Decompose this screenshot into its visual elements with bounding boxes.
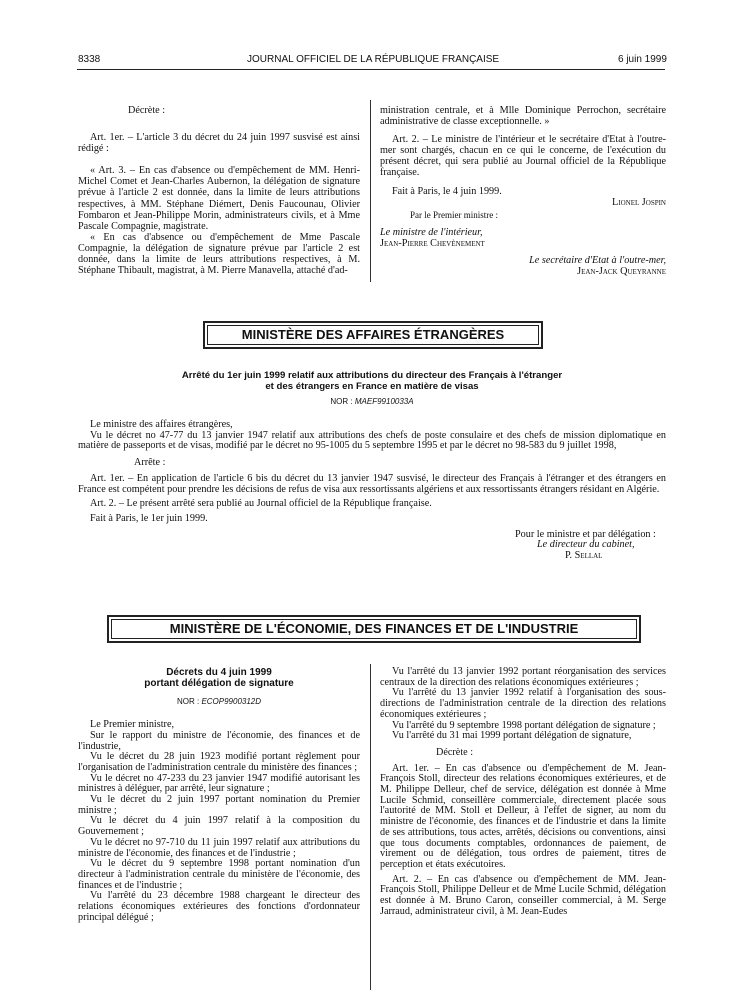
- visa-4: Vu le décret du 4 juin 1997 relatif à la composition du Gouvernement ;: [78, 815, 360, 838]
- visa-8: Vu l'arrêté du 13 janvier 1992 portant réorganisation des services centraux de la direction des relations économiques extérieures ;: [380, 666, 666, 688]
- arrete-title: [78, 371, 666, 392]
- top-left-column: [78, 105, 360, 276]
- arrete-title-line-2: et des étrangers en France en matière de visas: [265, 380, 479, 392]
- minister-line: Le ministre des affaires étrangères,: [90, 419, 233, 430]
- arrete-title-line-1: Arrêté du 1er juin 1999 relatif aux attributions du directeur des Français à l'étranger: [181, 370, 563, 381]
- secretary-title: Le secrétaire d'Etat à l'outre-mer,: [529, 255, 666, 267]
- arrete-article-1: Art. 1er. – En application de l'article 6 bis du décret du 13 janvier 1947 susvisé, le directeur des Français à l'étranger et des étrangers en France est compétent pour prendre les décisions de refus de visa aux ressortissants algériens et aux ressortissants étrangers résidant en Algérie.: [78, 472, 666, 495]
- decrets-right-column: [380, 667, 666, 917]
- top-right-column: [380, 105, 666, 277]
- visa-10: Vu l'arrêté du 9 septembre 1998 portant délégation de signature ;: [392, 719, 656, 731]
- cabinet-director-title: Le directeur du cabinet,: [537, 539, 635, 551]
- delegation-line: Pour le ministre et par délégation :: [515, 528, 656, 540]
- decrets-nor-code: ECOP9900312D: [201, 697, 262, 706]
- continuation-text: ministration centrale, et à Mlle Dominique Perrochon, secrétaire administrative de classe exceptionnelle. »: [380, 105, 666, 128]
- arrete-place-date: Fait à Paris, le 1er juin 1999.: [90, 512, 208, 524]
- header-rule: [77, 69, 665, 70]
- nor-label: NOR :: [330, 397, 353, 406]
- cabinet-director-name: P. Sellal: [565, 550, 603, 562]
- visa-11: Vu l'arrêté du 31 mai 1999 portant délégation de signature,: [392, 730, 632, 742]
- page-number: 8338: [78, 54, 101, 65]
- signatory-pm: Lionel Jospin: [612, 196, 666, 208]
- article-3-paragraph: « Art. 3. – En cas d'absence ou d'empêchement de MM. Henri-Michel Comet et Jean-Charles Aubernon, la délégation de signature prévue à l'article 2 est donnée, dans la limite de leurs attributions respectives, à MM. Stéphane Diémert, Denis Faucounau, Olivier Fombaron et Jean-Philippe Morin, administrateurs civils, et à Mme Pascale Compagnie, magistrate.: [78, 165, 360, 232]
- decrets-title: [78, 667, 360, 689]
- article-2: Art. 2. – Le ministre de l'intérieur et le secrétaire d'Etat à l'outre-mer sont chargés, chacun en ce qui le concerne, de l'exécution du présent décret, qui sera publié au Journal officiel de la République française.: [380, 134, 666, 179]
- article-1: Art. 1er. – L'article 3 du décret du 24 juin 1997 susvisé est ainsi rédigé :: [78, 132, 360, 155]
- visa-1: Vu le décret du 28 juin 1923 modifié portant règlement pour l'organisation de l'administration centrale du ministère des finances ;: [78, 751, 360, 773]
- nor-code: MAEF9910033A: [354, 397, 414, 406]
- visa-2: Vu le décret no 47-233 du 23 janvier 1947 modifié autorisant les ministres à déléguer, par arrêté, leur signature ;: [78, 772, 360, 795]
- article-3-paragraph-2: « En cas d'absence ou d'empêchement de Mme Pascale Compagnie, la délégation de signature prévue par l'article 2 est donnée, dans la limite de leurs attributions respectives, à M. Stéphane Thibault, magistrat, à M. Pierre Manavella, attaché d'ad-: [78, 231, 360, 277]
- decrets-nor-label: NOR :: [176, 697, 200, 706]
- by-pm-label: Par le Premier ministre :: [410, 209, 498, 220]
- visa-line: Vu le décret no 47-77 du 13 janvier 1947 relatif aux attributions des chefs de poste consulaire et des chefs de mission diplomatique en matière de passeports et de visas, modifié par le décret no 95-1005 du 5 septembre 1995 et par le décret no 98-583 du 9 juillet 1998,: [78, 429, 666, 452]
- arrete-label: Arrête :: [134, 457, 166, 469]
- decrets-left-text: [78, 720, 360, 923]
- secretary-name: Jean-Jack Queyranne: [577, 266, 666, 278]
- decrete-label: Décrète :: [128, 105, 166, 116]
- arrete-body: [78, 420, 666, 562]
- ministry-heading-economy: [107, 615, 641, 643]
- ministry-heading-text: MINISTÈRE DES AFFAIRES ÉTRANGÈRES: [241, 327, 505, 342]
- signing-place-date: Fait à Paris, le 4 juin 1999.: [392, 185, 502, 197]
- journal-title: JOURNAL OFFICIEL DE LA RÉPUBLIQUE FRANÇAISE: [247, 54, 500, 65]
- decrets-left-column: [78, 667, 360, 923]
- column-rule-top: [370, 100, 371, 282]
- nor-reference: [78, 397, 666, 406]
- arrete-signature: [515, 530, 666, 562]
- visa-3: Vu le décret du 2 juin 1997 portant nomination du Premier ministre ;: [78, 794, 360, 816]
- arrete-article-2: Art. 2. – Le présent arrêté sera publié au Journal officiel de la République française.: [90, 498, 432, 510]
- column-rule-bottom: [370, 664, 371, 990]
- decrets-title-line-2: portant délégation de signature: [144, 678, 294, 689]
- minister-interior-title: Le ministre de l'intérieur,: [380, 226, 483, 238]
- decrets-title-line-1: Décrets du 4 juin 1999: [166, 667, 272, 678]
- decret-article-1: Art. 1er. – En cas d'absence ou d'empêchement de M. Jean-François Stoll, directeur des relations économiques extérieures, et de M. Philippe Delleur, chef de service, délégation est donnée à Mme Lucile Schmid, conseillère commerciale, directement placée sous l'autorité de MM. Stoll et Delleur, à l'effet de signer, au nom du ministre de l'économie, des finances et de l'industrie et dans la limite de ses attributions, tous actes, arrêtés, décisions ou conventions, ainsi que tous documents comptables, ordonnances de paiement, de virement ou de délégation, tous ordres de paiement, titres de perception et états exécutoires.: [380, 762, 666, 870]
- visa-5: Vu le décret no 97-710 du 11 juin 1997 relatif aux attributions du ministre de l'économie, des finances et de l'industrie ;: [78, 836, 360, 859]
- decrets-nor: [78, 696, 360, 707]
- decret-article-2: Art. 2. – En cas d'absence ou d'empêchement de MM. Jean-François Stoll, Philippe Delleur et de Mme Lucile Schmid, délégation est donnée à M. Bruno Caron, conseiller commercial, à M. Serge Jarraud, administrateur civil, à M. Jean-Eudes: [380, 873, 666, 917]
- visa-7: Vu l'arrêté du 23 décembre 1988 chargeant le directeur des relations économiques extérieures des fonctions d'ordonnateur principal délégué ;: [78, 890, 360, 923]
- issue-date: 6 juin 1999: [618, 54, 667, 65]
- minister-interior-name: Jean-Pierre Chevènement: [380, 237, 485, 249]
- visa-9: Vu l'arrêté du 13 janvier 1992 relatif à l'organisation des sous-directions de l'administration centrale de la direction des relations économiques extérieures ;: [380, 687, 666, 720]
- visa-6: Vu le décret du 9 septembre 1998 portant nomination d'un directeur à l'administration centrale du ministère de l'économie, des finances et de l'industrie ;: [78, 858, 360, 891]
- report-line: Sur le rapport du ministre de l'économie, des finances et de l'industrie,: [78, 729, 360, 752]
- pm-line: Le Premier ministre,: [90, 719, 175, 731]
- decrete-label-2: Décrète :: [436, 746, 474, 758]
- ministry-heading-economy-text: MINISTÈRE DE L'ÉCONOMIE, DES FINANCES ET DE L'INDUSTRIE: [169, 621, 579, 636]
- ministry-heading: [203, 321, 543, 349]
